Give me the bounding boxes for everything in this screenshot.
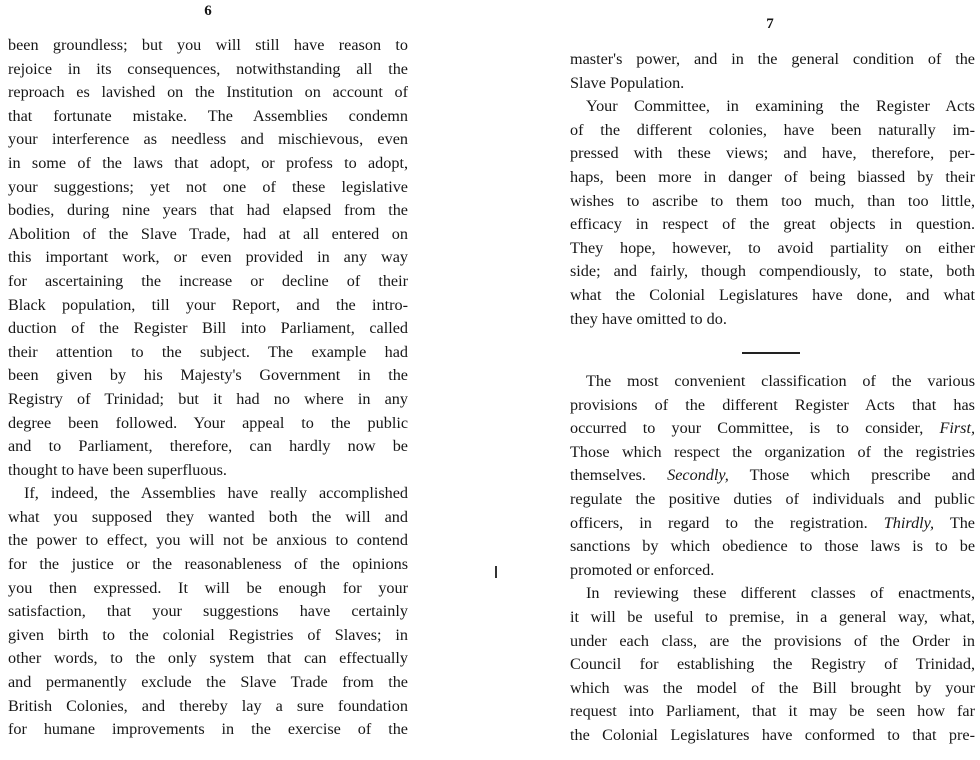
gutter-mark [495, 566, 497, 578]
text-line: other words, to the only system that can effectually [8, 649, 408, 668]
text-line: and to Parliament, therefore, can hardly now be [8, 437, 408, 456]
text-line: provisions of the different Register Acts that has [570, 395, 975, 414]
text-line: been groundless; but you will still have reason to [8, 36, 408, 54]
text-line: and permanently exclude the Slave Trade from the [8, 673, 408, 692]
left-page-body [8, 34, 408, 742]
text-line: under each class, are the provisions of the Order in [570, 631, 975, 650]
text-line: sanctions by which obedience to those laws is to be [570, 537, 975, 556]
text-line: the Colonial Legislatures have conformed to that pre- [570, 725, 975, 744]
text-line: what you supposed they wanted both the will and [8, 507, 408, 526]
text-line: duction of the Register Bill into Parliament, called [8, 319, 408, 338]
text-line: that fortunate mistake. The Assemblies condemn [8, 106, 408, 125]
text-line: reproach es lavished on the Institution on account of [8, 83, 408, 102]
text-line: which was the model of the Bill brought by your [570, 678, 975, 697]
italic-term: First, [939, 419, 975, 438]
text-line: promoted or enforced. [570, 560, 715, 579]
text-line: of the different colonies, have been naturally im- [570, 120, 975, 139]
text-line: pressed with these views; and have, therefore, per- [570, 144, 975, 163]
text-line: British Colonies, and thereby lay a sure foundation [8, 696, 408, 715]
text-line [570, 464, 975, 488]
text-line: Abolition of the Slave Trade, had at all entered on [8, 224, 408, 243]
text-line: your suggestions; yet not one of these legislative [8, 177, 408, 196]
text-line: for ascertaining the increase or decline of their [8, 271, 408, 290]
text-segment: officers, in regard to the registration. [570, 513, 884, 532]
section-divider [742, 352, 800, 354]
right-page-body-block-2 [570, 370, 975, 748]
text-line: efficacy in respect of the great objects in question. [570, 215, 975, 234]
text-line: The most convenient classification of the various [586, 372, 975, 390]
right-page-body-block-1 [570, 48, 975, 331]
text-line: for humane improvements in the exercise of the [8, 720, 408, 739]
italic-term: Secondly, [667, 466, 729, 485]
text-segment: occurred to your Committee, is to consider, [570, 419, 940, 438]
text-line: you then expressed. It will be enough for your [8, 578, 408, 597]
page-number: 7 [766, 16, 774, 32]
text-line: haps, been more in danger of being biassed by their [570, 167, 975, 186]
text-line: Black population, till your Report, and the intro- [8, 295, 408, 314]
text-line: the power to effect, you will not be anxious to contend [8, 531, 408, 550]
text-line [570, 512, 975, 536]
text-line: in some of the laws that adopt, or profess to adopt, [8, 153, 408, 172]
text-line: Those which respect the organization of the registries [570, 442, 975, 461]
text-line: Council for establishing the Registry of Trinidad, [570, 655, 975, 674]
text-line: bodies, during nine years that had elapsed from the [8, 201, 408, 220]
text-line: degree been followed. Your appeal to the public [8, 413, 408, 432]
text-line: side; and fairly, though compendiously, to state, both [570, 262, 975, 281]
text-line: They hope, however, to avoid partiality on either [570, 238, 975, 257]
text-line: been given by his Majesty's Government in the [8, 366, 408, 385]
italic-term: Thirdly, [883, 513, 935, 532]
text-line: request into Parliament, that it may be seen how far [570, 702, 975, 721]
text-line: Registry of Trinidad; but it had no where in any [8, 389, 408, 408]
text-line: they have omitted to do. [570, 309, 727, 328]
text-segment: The [934, 513, 975, 532]
text-segment: Those which prescribe and [728, 466, 975, 485]
text-line: for the justice or the reasonableness of the opinions [8, 555, 408, 574]
page-number: 6 [204, 3, 212, 19]
text-line: regulate the positive duties of individuals and public [570, 489, 975, 508]
text-line: In reviewing these different classes of enactments, [586, 584, 975, 603]
text-line: Slave Population. [570, 73, 685, 92]
text-line: wishes to ascribe to them too much, than too little, [570, 191, 975, 210]
text-line: satisfaction, that your suggestions have certainly [8, 602, 408, 621]
text-line: rejoice in its consequences, notwithstanding all the [8, 59, 408, 78]
text-line [570, 417, 975, 441]
text-line: Your Committee, in examining the Register Acts [586, 97, 975, 116]
text-line: it will be useful to premise, in a general way, what, [570, 607, 975, 626]
text-line: their attention to the subject. The example had [8, 342, 408, 361]
text-line: master's power, and in the general condition of the [570, 50, 975, 68]
text-line: If, indeed, the Assemblies have really accomplished [24, 484, 408, 503]
text-segment: themselves. [570, 466, 668, 485]
text-line: what the Colonial Legislatures have done, and what [570, 285, 975, 304]
text-line: given birth to the colonial Registries of Slaves; in [8, 625, 408, 644]
text-line: thought to have been superfluous. [8, 460, 227, 479]
text-line: your interference as needless and mischievous, even [8, 130, 408, 149]
text-line: this important work, or even provided in any way [8, 248, 408, 267]
